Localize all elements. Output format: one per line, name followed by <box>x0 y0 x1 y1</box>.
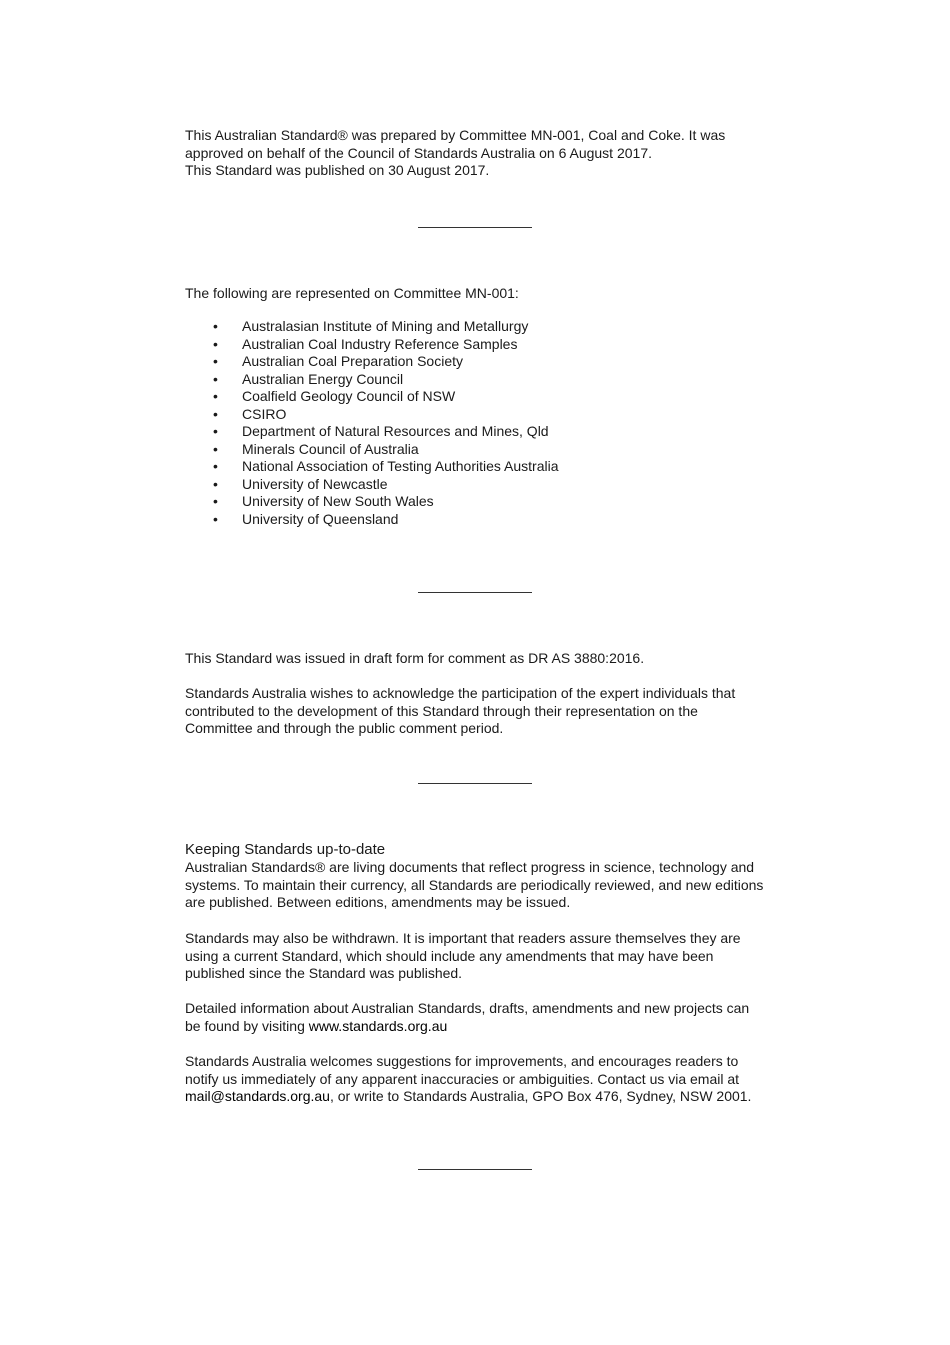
suggestions-paragraph <box>185 1053 775 1106</box>
keeping-up-to-date-section <box>185 841 775 912</box>
committee-member-list <box>185 318 558 528</box>
list-item: • University of Queensland <box>185 511 558 529</box>
list-item: • Department of Natural Resources and Mines, Qld <box>185 423 558 441</box>
paragraph-text: , or write to Standards Australia, GPO Box 476, Sydney, NSW 2001. <box>329 1088 752 1105</box>
paragraph-line <box>185 1088 775 1106</box>
website-link[interactable]: www.standards.org.au <box>308 1017 448 1034</box>
paragraph-line: Detailed information about Australian Standards, drafts, amendments and new projects can <box>185 1000 750 1016</box>
paragraph-line: published since the Standard was published. <box>185 965 463 982</box>
preparation-notice <box>185 127 775 180</box>
section-divider <box>418 783 532 784</box>
committee-intro-text: The following are represented on Committee MN-001: <box>185 285 519 301</box>
paragraph-line: Standards may also be withdrawn. It is important that readers assure themselves they are <box>185 930 741 946</box>
list-item: • CSIRO <box>185 406 558 424</box>
withdrawal-paragraph <box>185 930 775 983</box>
preparation-line-1: This Australian Standard® was prepared by Committee MN-001, Coal and Coke. It was <box>185 127 726 143</box>
email-link[interactable]: mail@standards.org.au <box>185 1088 330 1105</box>
list-item: • Australasian Institute of Mining and Metallurgy <box>185 318 558 336</box>
paragraph-line: systems. To maintain their currency, all Standards are periodically reviewed, and new editions <box>185 876 764 893</box>
section-divider <box>418 1169 532 1170</box>
draft-issued-text: This Standard was issued in draft form for comment as DR AS 3880:2016. <box>185 650 645 666</box>
section-divider <box>418 227 532 228</box>
section-heading: Keeping Standards up-to-date <box>185 841 386 858</box>
list-item: • National Association of Testing Authorities Australia <box>185 458 558 476</box>
committee-intro <box>185 285 775 303</box>
paragraph-line: Standards Australia welcomes suggestions for improvements, and encourages readers to <box>185 1053 739 1069</box>
preparation-line-3: This Standard was published on 30 August 2017. <box>185 162 490 179</box>
section-divider <box>418 592 532 593</box>
list-item: • University of New South Wales <box>185 493 558 511</box>
paragraph-text: be found by visiting <box>185 1017 309 1034</box>
acknowledgement-line-2: contributed to the development of this Standard through their representation on the <box>185 702 698 719</box>
list-item: • Australian Coal Preparation Society <box>185 353 558 371</box>
paragraph-line: notify us immediately of any apparent inaccuracies or ambiguities. Contact us via email at <box>185 1070 740 1087</box>
paragraph-line: Australian Standards® are living documents that reflect progress in science, technology and <box>185 859 755 875</box>
information-paragraph <box>185 1000 775 1035</box>
list-item: • Minerals Council of Australia <box>185 441 558 459</box>
list-item: • Australian Energy Council <box>185 371 558 389</box>
list-item: • University of Newcastle <box>185 476 558 494</box>
acknowledgement-line-3: Committee and through the public comment period. <box>185 720 504 737</box>
paragraph-line: are published. Between editions, amendments may be issued. <box>185 894 571 911</box>
paragraph-line: using a current Standard, which should include any amendments that may have been <box>185 947 714 964</box>
draft-notice <box>185 650 775 668</box>
acknowledgement <box>185 685 775 738</box>
preparation-line-2: approved on behalf of the Council of Standards Australia on 6 August 2017. <box>185 144 652 161</box>
acknowledgement-line-1: Standards Australia wishes to acknowledge the participation of the expert individuals that <box>185 685 736 701</box>
list-item: • Australian Coal Industry Reference Samples <box>185 336 558 354</box>
paragraph-line <box>185 1018 775 1036</box>
list-item: • Coalfield Geology Council of NSW <box>185 388 558 406</box>
